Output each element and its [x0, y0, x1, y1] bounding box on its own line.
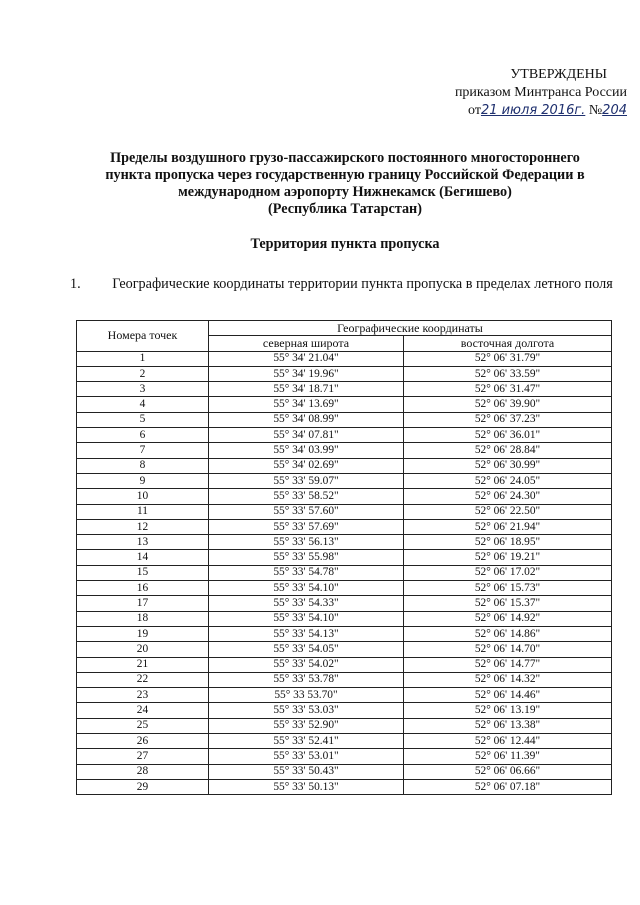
point-number-cell: 16 [77, 581, 209, 596]
latitude-cell: 55° 34' 18.71" [209, 382, 404, 397]
latitude-cell: 55° 34' 13.69" [209, 397, 404, 412]
table-row [77, 519, 612, 534]
title-line-4: (Республика Татарстан) [268, 201, 422, 217]
longitude-cell: 52° 06' 13.19" [404, 703, 612, 718]
table-row [77, 458, 612, 473]
longitude-cell: 52° 06' 14.77" [404, 657, 612, 672]
longitude-cell: 52° 06' 12.44" [404, 734, 612, 749]
point-number-cell: 24 [77, 703, 209, 718]
latitude-cell: 55° 34' 19.96" [209, 366, 404, 381]
header-points: Номера точек [77, 321, 209, 352]
longitude-cell: 52° 06' 30.99" [404, 458, 612, 473]
latitude-cell: 55° 33' 50.13" [209, 779, 404, 794]
point-number-cell: 14 [77, 550, 209, 565]
longitude-cell: 52° 06' 17.02" [404, 565, 612, 580]
latitude-cell: 55° 33' 56.13" [209, 535, 404, 550]
point-number-cell: 22 [77, 672, 209, 687]
table-row [77, 565, 612, 580]
longitude-cell: 52° 06' 18.95" [404, 535, 612, 550]
table-row [77, 351, 612, 366]
longitude-cell: 52° 06' 39.90" [404, 397, 612, 412]
approval-block [405, 66, 627, 120]
handwritten-number: 204 [602, 103, 627, 118]
point-number-cell: 21 [77, 657, 209, 672]
table-row [77, 703, 612, 718]
table-row [77, 626, 612, 641]
table-row [77, 642, 612, 657]
approval-authority: приказом Минтранса России [454, 85, 627, 100]
latitude-cell: 55° 33' 55.98" [209, 550, 404, 565]
latitude-cell: 55° 33' 53.03" [209, 703, 404, 718]
table-row [77, 734, 612, 749]
point-number-cell: 19 [77, 626, 209, 641]
point-number-cell: 13 [77, 535, 209, 550]
table-row [77, 428, 612, 443]
list-item [70, 276, 615, 293]
table-row [77, 535, 612, 550]
item-number: 1. [70, 276, 81, 292]
longitude-cell: 52° 06' 11.39" [404, 749, 612, 764]
title-line-1: Пределы воздушного грузо-пассажирского постоянного многостороннего [110, 150, 580, 166]
table-row [77, 749, 612, 764]
table-row [77, 366, 612, 381]
longitude-cell: 52° 06' 28.84" [404, 443, 612, 458]
longitude-cell: 52° 06' 37.23" [404, 412, 612, 427]
latitude-cell: 55° 33' 54.13" [209, 626, 404, 641]
item-text: Географические координаты территории пункта пропуска в пределах летного поля [112, 276, 613, 292]
point-number-cell: 26 [77, 734, 209, 749]
point-number-cell: 18 [77, 611, 209, 626]
handwritten-date: 21 июля 2016г. [480, 103, 586, 118]
table-row [77, 688, 612, 703]
table-header-row [77, 321, 612, 336]
latitude-cell: 55° 33' 54.33" [209, 596, 404, 611]
table-row [77, 596, 612, 611]
longitude-cell: 52° 06' 24.05" [404, 473, 612, 488]
table-row [77, 489, 612, 504]
approval-title: УТВЕРЖДЕНЫ [510, 67, 607, 82]
table-row [77, 657, 612, 672]
table-row [77, 672, 612, 687]
table-row [77, 382, 612, 397]
header-longitude: восточная долгота [404, 336, 612, 351]
latitude-cell: 55° 33 53.70" [209, 688, 404, 703]
longitude-cell: 52° 06' 13.38" [404, 718, 612, 733]
table-row [77, 550, 612, 565]
longitude-cell: 52° 06' 14.86" [404, 626, 612, 641]
coordinates-table [76, 320, 612, 795]
longitude-cell: 52° 06' 33.59" [404, 366, 612, 381]
latitude-cell: 55° 33' 54.05" [209, 642, 404, 657]
table-row [77, 397, 612, 412]
latitude-cell: 55° 33' 54.78" [209, 565, 404, 580]
longitude-cell: 52° 06' 06.66" [404, 764, 612, 779]
header-latitude: северная широта [209, 336, 404, 351]
point-number-cell: 9 [77, 473, 209, 488]
point-number-cell: 12 [77, 519, 209, 534]
longitude-cell: 52° 06' 31.79" [404, 351, 612, 366]
date-prefix: от [468, 103, 481, 118]
latitude-cell: 55° 34' 21.04" [209, 351, 404, 366]
latitude-cell: 55° 33' 54.10" [209, 581, 404, 596]
latitude-cell: 55° 33' 59.07" [209, 473, 404, 488]
longitude-cell: 52° 06' 19.21" [404, 550, 612, 565]
point-number-cell: 28 [77, 764, 209, 779]
longitude-cell: 52° 06' 14.92" [404, 611, 612, 626]
latitude-cell: 55° 34' 03.99" [209, 443, 404, 458]
point-number-cell: 3 [77, 382, 209, 397]
table-row [77, 611, 612, 626]
latitude-cell: 55° 33' 52.41" [209, 734, 404, 749]
table-row [77, 718, 612, 733]
point-number-cell: 25 [77, 718, 209, 733]
latitude-cell: 55° 34' 07.81" [209, 428, 404, 443]
table-row [77, 473, 612, 488]
table-row [77, 412, 612, 427]
point-number-cell: 2 [77, 366, 209, 381]
point-number-cell: 7 [77, 443, 209, 458]
longitude-cell: 52° 06' 15.37" [404, 596, 612, 611]
longitude-cell: 52° 06' 31.47" [404, 382, 612, 397]
latitude-cell: 55° 34' 08.99" [209, 412, 404, 427]
longitude-cell: 52° 06' 07.18" [404, 779, 612, 794]
point-number-cell: 20 [77, 642, 209, 657]
longitude-cell: 52° 06' 14.46" [404, 688, 612, 703]
longitude-cell: 52° 06' 15.73" [404, 581, 612, 596]
longitude-cell: 52° 06' 24.30" [404, 489, 612, 504]
number-prefix: № [588, 103, 603, 118]
latitude-cell: 55° 33' 57.60" [209, 504, 404, 519]
point-number-cell: 6 [77, 428, 209, 443]
table-body [77, 351, 612, 795]
latitude-cell: 55° 33' 54.02" [209, 657, 404, 672]
longitude-cell: 52° 06' 22.50" [404, 504, 612, 519]
latitude-cell: 55° 33' 53.78" [209, 672, 404, 687]
table-row [77, 779, 612, 794]
longitude-cell: 52° 06' 14.32" [404, 672, 612, 687]
title-line-2: пункта пропуска через государственную границу Российской Федерации в [105, 167, 585, 183]
latitude-cell: 55° 33' 57.69" [209, 519, 404, 534]
section-heading: Территория пункта пропуска [250, 236, 440, 252]
document-title [80, 150, 610, 218]
point-number-cell: 10 [77, 489, 209, 504]
latitude-cell: 55° 33' 52.90" [209, 718, 404, 733]
latitude-cell: 55° 34' 02.69" [209, 458, 404, 473]
point-number-cell: 8 [77, 458, 209, 473]
point-number-cell: 5 [77, 412, 209, 427]
point-number-cell: 29 [77, 779, 209, 794]
point-number-cell: 15 [77, 565, 209, 580]
point-number-cell: 23 [77, 688, 209, 703]
point-number-cell: 1 [77, 351, 209, 366]
point-number-cell: 11 [77, 504, 209, 519]
longitude-cell: 52° 06' 21.94" [404, 519, 612, 534]
header-coordinates: Географические координаты [209, 321, 612, 336]
title-line-3: международном аэропорту Нижнекамск (Бегишево) [178, 184, 512, 200]
point-number-cell: 17 [77, 596, 209, 611]
longitude-cell: 52° 06' 14.70" [404, 642, 612, 657]
table-row [77, 443, 612, 458]
latitude-cell: 55° 33' 50.43" [209, 764, 404, 779]
table-row [77, 504, 612, 519]
longitude-cell: 52° 06' 36.01" [404, 428, 612, 443]
latitude-cell: 55° 33' 54.10" [209, 611, 404, 626]
latitude-cell: 55° 33' 53.01" [209, 749, 404, 764]
approval-order-line [405, 102, 627, 120]
latitude-cell: 55° 33' 58.52" [209, 489, 404, 504]
table-row [77, 764, 612, 779]
point-number-cell: 4 [77, 397, 209, 412]
table-row [77, 581, 612, 596]
point-number-cell: 27 [77, 749, 209, 764]
